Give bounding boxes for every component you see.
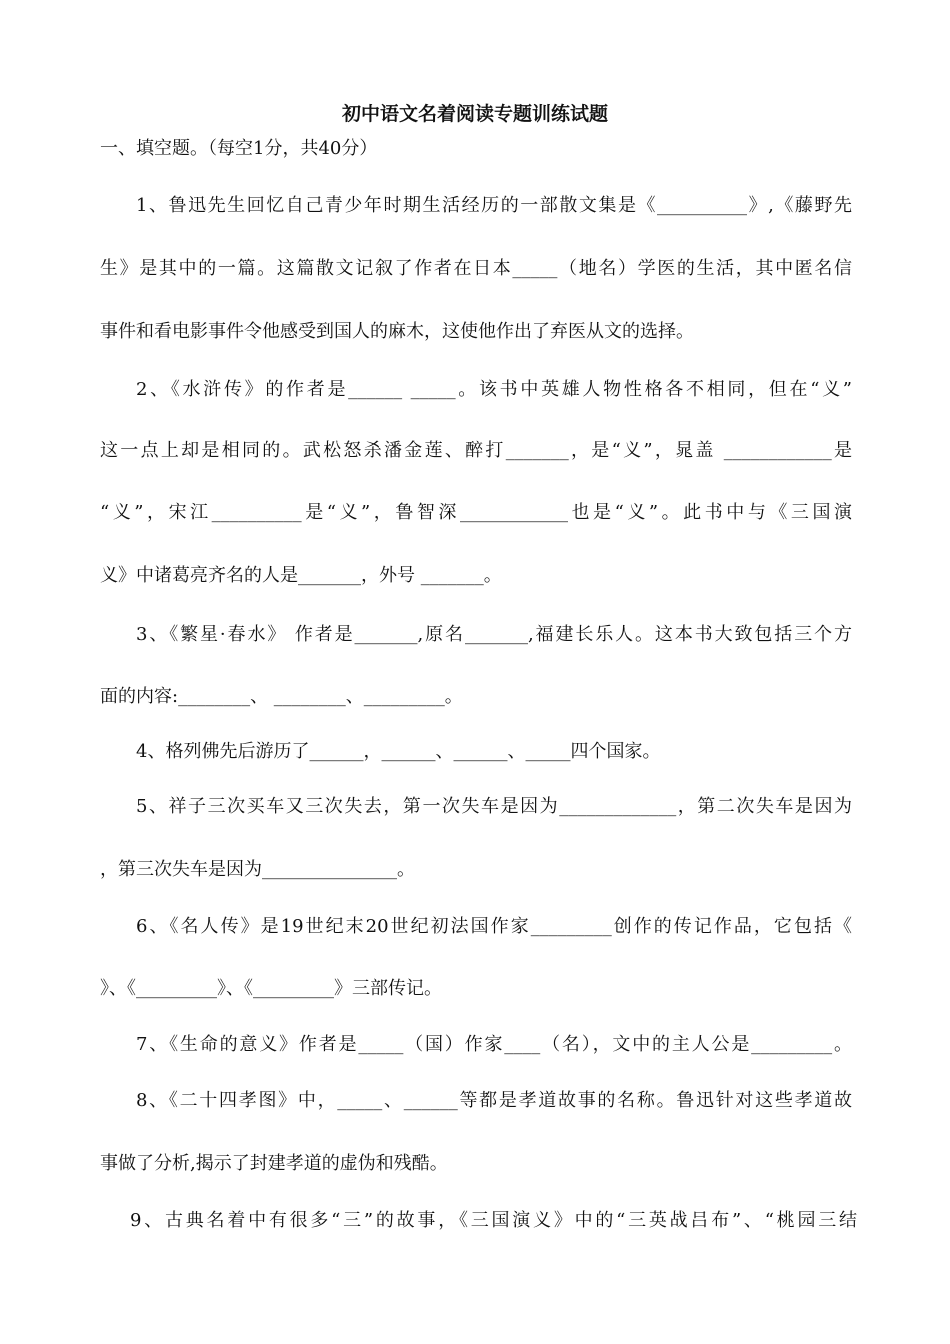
section-heading: 一、填空题。（每空1分，共40分）	[100, 138, 378, 159]
question-4-line-1: 4、格列佛先后游历了______，______、______、_____四个国家。	[136, 741, 661, 762]
question-3-line-2: 面的内容:________、 ________、_________。	[100, 686, 463, 707]
document-title: 初中语文名着阅读专题训练试题	[341, 103, 608, 125]
question-9-line-1: 9、古典名着中有很多“三”的故事，《三国演义》中的“三英战吕布”、“桃园三结	[130, 1210, 857, 1231]
question-2-line-3: “义”，宋江__________是“义”，鲁智深____________也是“义”。此书中与《三国演	[100, 502, 852, 523]
question-1-line-1: 1、鲁迅先生回忆自己青少年时期生活经历的一部散文集是《__________》,《藤野先	[136, 195, 852, 216]
question-3-line-1: 3、《繁星·春水》 作者是_______,原名_______,福建长乐人。这本书大致包括三个方	[136, 624, 852, 645]
question-2-line-1: 2、《水浒传》的作者是______ _____。该书中英雄人物性格各不相同，但在“义”	[136, 379, 852, 400]
question-6-line-1: 6、《名人传》是19世纪末20世纪初法国作家_________创作的传记作品，它包括《	[136, 916, 852, 937]
question-5-line-1: 5、祥子三次买车又三次失去，第一次失车是因为_____________，第二次失车是因为	[136, 796, 852, 817]
question-6-line-2: 》、《_________》、《_________》三部传记。	[100, 978, 442, 999]
question-1-line-2: 生》是其中的一篇。这篇散文记叙了作者在日本_____（地名）学医的生活，其中匿名信	[100, 258, 852, 279]
question-1-line-3: 事件和看电影事件令他感受到国人的麻木，这使他作出了弃医从文的选择。	[100, 321, 694, 342]
question-2-line-2: 这一点上却是相同的。武松怒杀潘金莲、醉打_______，是“义”，晁盖 ____________是	[100, 440, 852, 461]
question-8-line-2: 事做了分析,揭示了封建孝道的虚伪和残酷。	[100, 1153, 448, 1174]
question-8-line-1: 8、《二十四孝图》中，_____、______等都是孝道故事的名称。鲁迅针对这些孝道故	[136, 1090, 852, 1111]
question-2-line-4: 义》中诸葛亮齐名的人是_______，外号 _______。	[100, 565, 502, 586]
question-7-line-1: 7、《生命的意义》作者是_____（国）作家____（名），文中的主人公是_________。	[136, 1034, 852, 1055]
question-5-line-2: ，第三次失车是因为_______________。	[100, 859, 415, 880]
